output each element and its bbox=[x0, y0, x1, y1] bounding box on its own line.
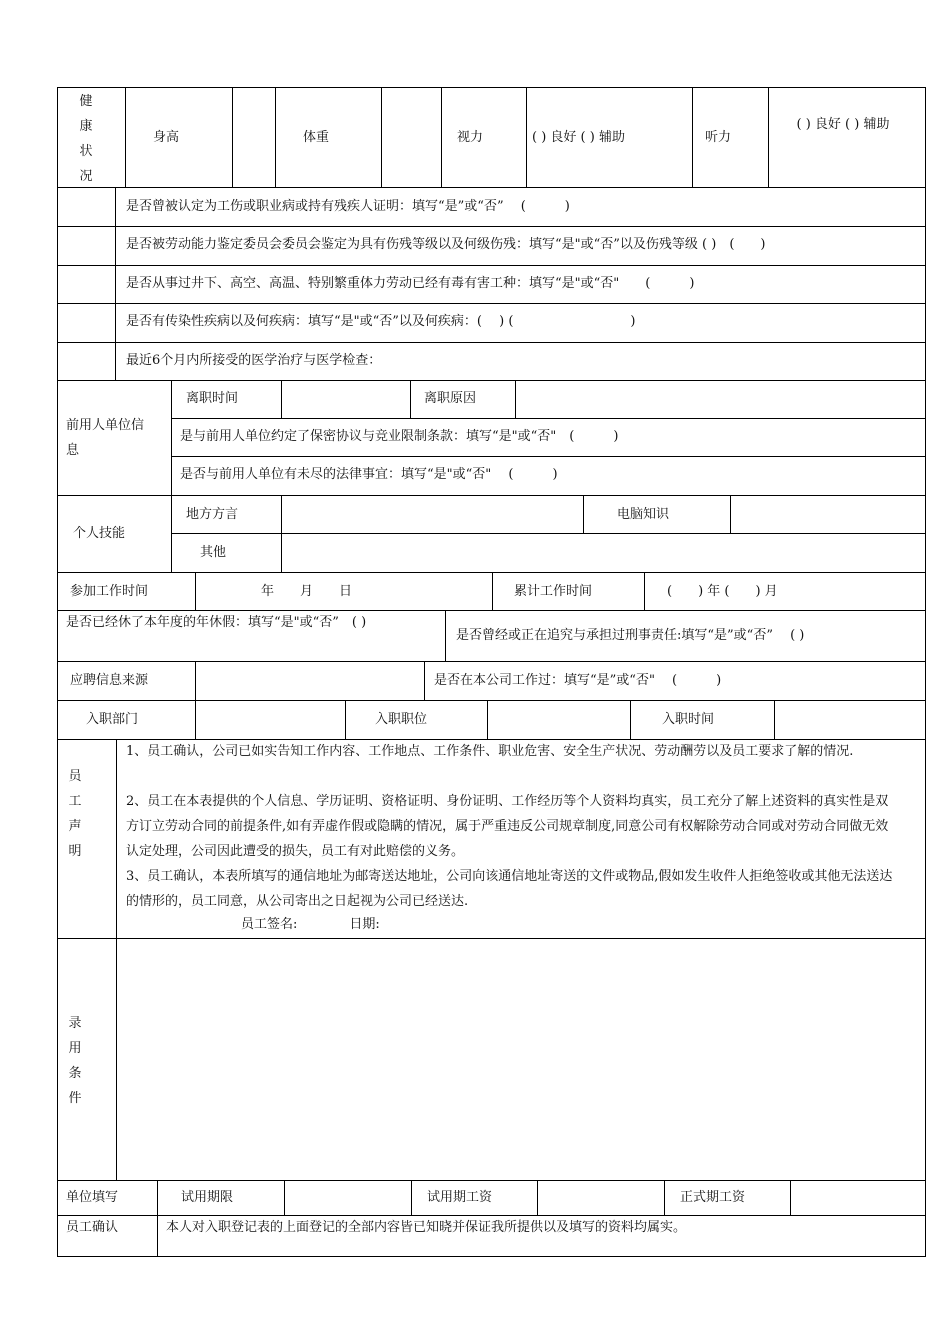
declaration-point-2: 2、员工在本表提供的个人信息、学历证明、资格证明、身份证明、工作经历等个人资料均真实，员工充分了解上述资料的真实性是双方订立劳动合同的前提条件,如有弄虚作假或隐瞒的情况，属于严重违反公司规章制度,同意公司有权解除劳动合同或对劳动合同做无效认定处理，公司因此遭受的损失，员工有对此赔偿的义务。 bbox=[126, 794, 889, 859]
computer-label: 电脑知识 bbox=[617, 507, 670, 522]
vision-options[interactable]: ( ) 良好 ( ) 辅助 bbox=[532, 130, 625, 145]
computer-value-cell[interactable] bbox=[730, 495, 926, 534]
hire-date-label: 入职时间 bbox=[662, 712, 715, 727]
question-hazardous-work: 是否从事过井下、高空、高温、特别繁重体力劳动已经有毒有害工种：填写“是"或“否" ( ) bbox=[126, 276, 695, 291]
declaration-label: 员工声明 bbox=[68, 769, 82, 859]
probation-period-label: 试用期限 bbox=[181, 1190, 234, 1205]
confirm-text: 本人对入职登记表的上面登记的全部内容皆已知晓并保证我所提供以及填写的资料均属实。 bbox=[166, 1220, 687, 1235]
other-skills-value-cell[interactable] bbox=[281, 533, 926, 573]
question-medical-treatment: 最近6个月内所接受的医学治疗与医学检查： bbox=[126, 353, 382, 368]
criminal-question: 是否曾经或正在追究与承担过刑事责任:填写“是”或“否” ( ) bbox=[456, 628, 805, 643]
probation-salary-value-cell[interactable] bbox=[537, 1180, 665, 1216]
other-skills-label-cell bbox=[171, 533, 282, 573]
question-injury: 是否曾被认定为工伤或职业病或持有残疾人证明：填写“是”或“否” ( ) bbox=[126, 199, 570, 214]
probation-period-value-cell[interactable] bbox=[284, 1180, 412, 1216]
health-label: 健康状况 bbox=[79, 94, 93, 184]
annual-leave-question: 是否已经休了本年度的年休假：填写“是"或“否” ( ) bbox=[66, 615, 367, 630]
confirm-label: 员工确认 bbox=[66, 1220, 119, 1235]
former-employer-label: 前用人单位信息 bbox=[66, 418, 145, 458]
declaration-signature[interactable]: 员工签名: 日期: bbox=[241, 917, 380, 932]
question-disability-grade: 是否被劳动能力鉴定委员会委员会鉴定为具有伤残等级以及何级伤残：填写“是"或“否”以及伤残等级 ( ) ( ) bbox=[126, 237, 766, 252]
legal-matters-question: 是否与前用人单位有未尽的法律事宜：填写“是"或“否" ( ) bbox=[180, 467, 558, 482]
height-value-cell[interactable] bbox=[232, 87, 276, 188]
hearing-label: 听力 bbox=[705, 130, 732, 145]
dept-label: 入职部门 bbox=[86, 712, 139, 727]
declaration-point-1: 1、员工确认，公司已如实告知工作内容、工作地点、工作条件、职业危害、安全生产状况、劳动酬劳以及员工要求了解的情况. bbox=[126, 744, 854, 759]
dept-value-cell[interactable] bbox=[195, 700, 346, 740]
leave-reason-label: 离职原因 bbox=[424, 391, 477, 406]
other-skills-label: 其他 bbox=[200, 545, 227, 560]
formal-salary-value-cell[interactable] bbox=[790, 1180, 926, 1216]
vision-label-cell bbox=[441, 87, 527, 188]
confidentiality-question: 是与前用人单位约定了保密协议与竞业限制条款：填写“是"或“否" ( ) bbox=[180, 429, 619, 444]
skills-label: 个人技能 bbox=[73, 526, 126, 541]
formal-salary-label: 正式期工资 bbox=[680, 1190, 746, 1205]
hire-date-value-cell[interactable] bbox=[774, 700, 926, 740]
dialect-label: 地方方言 bbox=[186, 507, 239, 522]
position-label: 入职职位 bbox=[375, 712, 428, 727]
position-value-cell[interactable] bbox=[487, 700, 631, 740]
work-start-date[interactable]: 年 月 日 bbox=[261, 584, 353, 599]
probation-salary-label: 试用期工资 bbox=[427, 1190, 493, 1205]
hearing-options[interactable]: ( ) 良好 ( ) 辅助 bbox=[796, 117, 890, 132]
vision-label: 视力 bbox=[457, 130, 484, 145]
leave-reason-value-cell[interactable] bbox=[515, 380, 926, 419]
declaration-point-3: 3、员工确认，本表所填写的通信地址为邮寄送达地址，公司向该通信地址寄送的文件或物品,假如发生收件人拒绝签收或其他无法送达的情形的，员工同意，从公司寄出之日起视为公司已经送达. bbox=[126, 869, 893, 909]
leave-time-value-cell[interactable] bbox=[281, 380, 411, 419]
hearing-options-cell[interactable] bbox=[768, 87, 926, 188]
weight-value-cell[interactable] bbox=[381, 87, 442, 188]
hire-conditions-label: 录用条件 bbox=[68, 1016, 82, 1106]
question-infectious-disease: 是否有传染性疾病以及何疾病：填写“是"或“否”以及何疾病：( ) ( ) bbox=[126, 314, 636, 329]
total-work-label: 累计工作时间 bbox=[514, 584, 593, 599]
hire-conditions-content-cell[interactable] bbox=[116, 938, 926, 1181]
worked-here-question: 是否在本公司工作过：填写“是”或“否" ( ) bbox=[434, 673, 722, 688]
unit-label: 单位填写 bbox=[66, 1190, 119, 1205]
leave-time-label: 离职时间 bbox=[186, 391, 239, 406]
height-label: 身高 bbox=[153, 130, 180, 145]
source-label: 应聘信息来源 bbox=[70, 673, 149, 688]
weight-label: 体重 bbox=[303, 130, 330, 145]
total-work-value[interactable]: ( ) 年 ( ) 月 bbox=[667, 584, 778, 599]
source-value-cell[interactable] bbox=[195, 661, 425, 701]
work-start-label: 参加工作时间 bbox=[70, 584, 149, 599]
dialect-value-cell[interactable] bbox=[281, 495, 584, 534]
